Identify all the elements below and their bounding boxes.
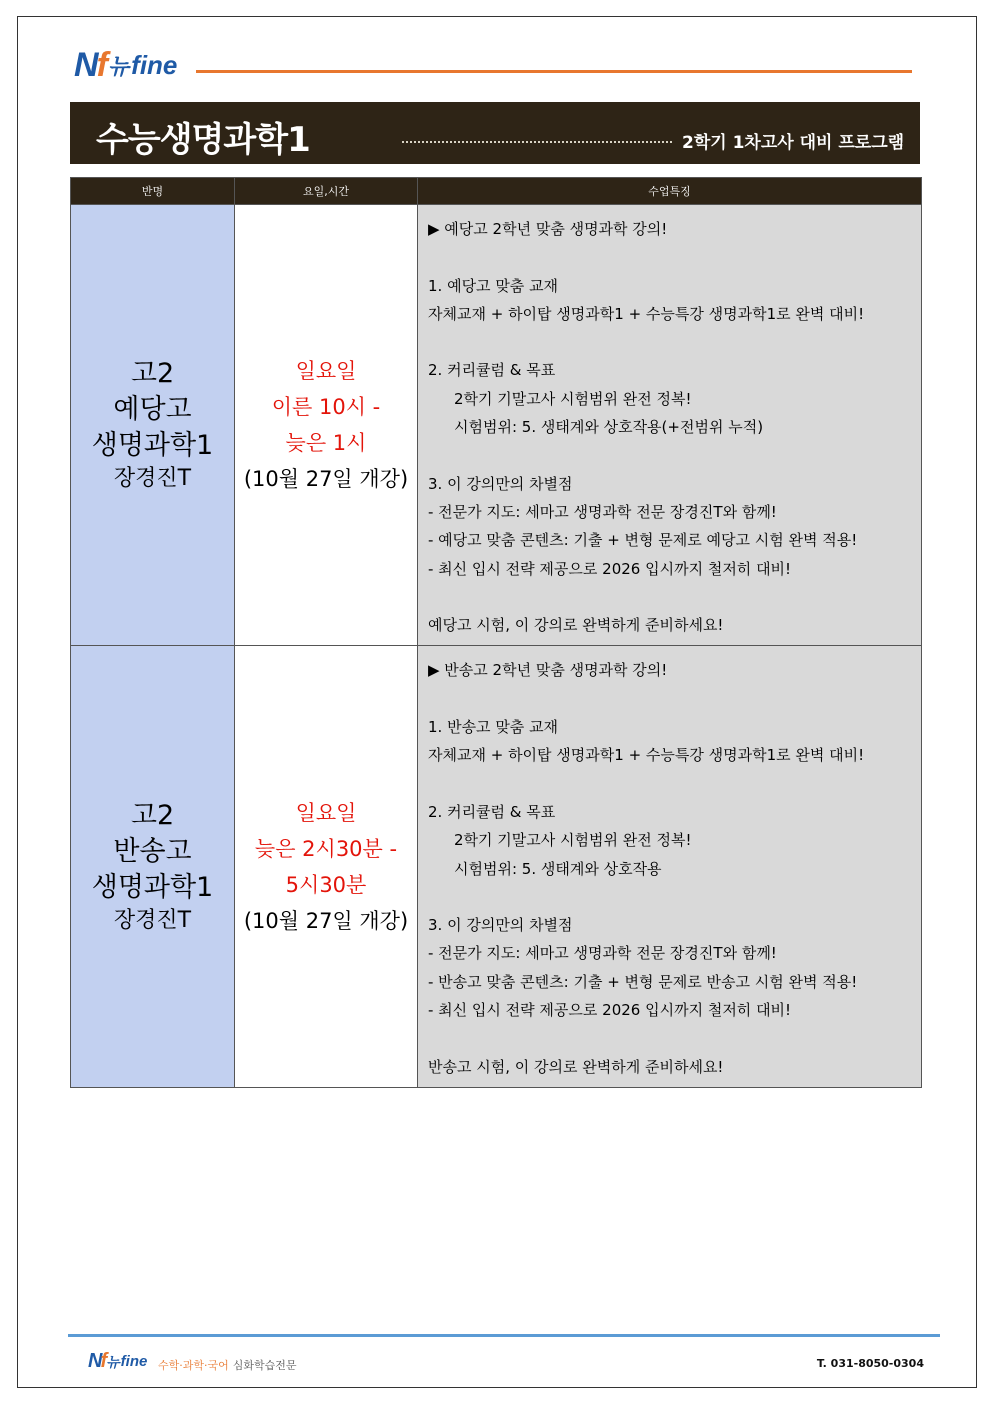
feature-line: 자체교재 + 하이탑 생명과학1 + 수능특강 생명과학1로 완벽 대비! — [428, 304, 865, 323]
class-time: 늦은 1시 — [285, 431, 367, 456]
feature-line: 2학기 기말고사 시험범위 완전 정복! — [454, 831, 692, 850]
class-day: 일요일 — [295, 800, 357, 825]
header-class: 반명 — [71, 178, 235, 205]
brand-name-kr: 뉴 — [107, 55, 130, 80]
footer-subject-list: 수학·과학·국어 — [158, 1359, 229, 1372]
feature-line: 예당고 시험, 이 강의로 완벽하게 준비하세요! — [428, 616, 724, 635]
class-name-cell — [71, 646, 235, 1087]
feature-line: ▶ 반송고 2학년 맞춤 생명과학 강의! — [428, 661, 668, 680]
teacher-name: 장경진T — [113, 466, 192, 492]
feature-line — [428, 770, 911, 798]
schedule-time-cell — [235, 646, 418, 1087]
feature-line: - 전문가 지도: 세마고 생명과학 전문 장경진T와 함께! — [428, 502, 777, 521]
class-day: 일요일 — [295, 359, 357, 384]
class-name-line: 생명과학1 — [91, 871, 214, 903]
table-row — [71, 646, 922, 1087]
opening-date: (10월 27일 개강) — [243, 467, 409, 492]
feature-line: 2. 커리큘럼 & 목표 — [428, 361, 556, 380]
title-banner — [70, 102, 920, 164]
class-name-line: 생명과학1 — [91, 430, 214, 462]
feature-line: - 최신 입시 전략 제공으로 2026 입시까지 철저히 대비! — [428, 559, 792, 578]
opening-date: (10월 27일 개강) — [243, 908, 409, 933]
feature-line — [428, 328, 911, 356]
header-divider — [196, 70, 912, 73]
table-row — [71, 205, 922, 646]
footer-subjects — [158, 1357, 297, 1373]
feature-line — [428, 1024, 911, 1052]
class-name-line: 예당고 — [113, 394, 192, 426]
feature-line — [428, 685, 911, 713]
footer-brand-mark: Nf — [88, 1350, 106, 1372]
feature-line: 2학기 기말고사 시험범위 완전 정복! — [454, 389, 692, 408]
feature-line — [428, 883, 911, 911]
page-subtitle: 2학기 1차고사 대비 프로그램 — [682, 133, 905, 153]
footer-brand-logo — [88, 1350, 147, 1373]
feature-line: 1. 예당고 맞춤 교재 — [428, 276, 559, 295]
class-time: 이른 10시 - — [271, 395, 381, 420]
brand-logo — [74, 46, 177, 85]
brand-name-en: fine — [131, 50, 178, 80]
feature-line: 반송고 시험, 이 강의로 완벽하게 준비하세요! — [428, 1057, 724, 1076]
brand-mark: Nf — [74, 46, 106, 84]
feature-line — [428, 441, 911, 469]
feature-line: - 최신 입시 전략 제공으로 2026 입시까지 철저히 대비! — [428, 1001, 792, 1020]
page-title: 수능생명과학1 — [96, 120, 310, 160]
schedule-table — [70, 177, 922, 1088]
class-name-line: 반송고 — [113, 835, 192, 867]
footer-divider — [68, 1334, 940, 1337]
footer-brand-name-kr: 뉴 — [106, 1354, 120, 1371]
features-box — [418, 646, 921, 1086]
class-name-cell — [71, 205, 235, 646]
feature-line: 3. 이 강의만의 차별점 — [428, 916, 573, 935]
feature-line: ▶ 예당고 2학년 맞춤 생명과학 강의! — [428, 220, 668, 238]
footer-brand-name-en: fine — [120, 1353, 148, 1370]
class-name-line: 고2 — [130, 358, 175, 390]
footer-tagline: 심화학습전문 — [232, 1359, 297, 1372]
feature-line: 시험범위: 5. 생태계와 상호작용 — [454, 859, 662, 878]
features-cell — [418, 646, 922, 1087]
feature-line: 시험범위: 5. 생태계와 상호작용(+전범위 누적) — [454, 418, 764, 437]
feature-line: - 예당고 맞춤 콘텐츠: 기출 + 변형 문제로 예당고 시험 완벽 적용! — [428, 531, 858, 550]
features-cell — [418, 205, 922, 646]
feature-line — [428, 243, 911, 271]
schedule-time-cell — [235, 205, 418, 646]
feature-line: - 전문가 지도: 세마고 생명과학 전문 장경진T와 함께! — [428, 944, 777, 963]
footer-phone: T. 031-8050-0304 — [816, 1357, 924, 1370]
table-header-row — [71, 178, 922, 205]
header-time: 요일,시간 — [235, 178, 418, 205]
feature-line: 2. 커리큘럼 & 목표 — [428, 802, 556, 821]
feature-line: - 반송고 맞춤 콘텐츠: 기출 + 변형 문제로 반송고 시험 완벽 적용! — [428, 972, 858, 991]
class-time: 5시30분 — [285, 872, 367, 897]
header-features: 수업특징 — [418, 178, 922, 205]
feature-line: 3. 이 강의만의 차별점 — [428, 474, 573, 493]
teacher-name: 장경진T — [113, 907, 192, 933]
feature-line — [428, 583, 911, 611]
banner-dotted-leader — [402, 141, 672, 143]
class-name-line: 고2 — [130, 799, 175, 831]
feature-line: 자체교재 + 하이탑 생명과학1 + 수능특강 생명과학1로 완벽 대비! — [428, 746, 865, 765]
feature-line: 1. 반송고 맞춤 교재 — [428, 718, 559, 737]
class-time: 늦은 2시30분 - — [254, 836, 398, 861]
features-box — [418, 205, 921, 645]
